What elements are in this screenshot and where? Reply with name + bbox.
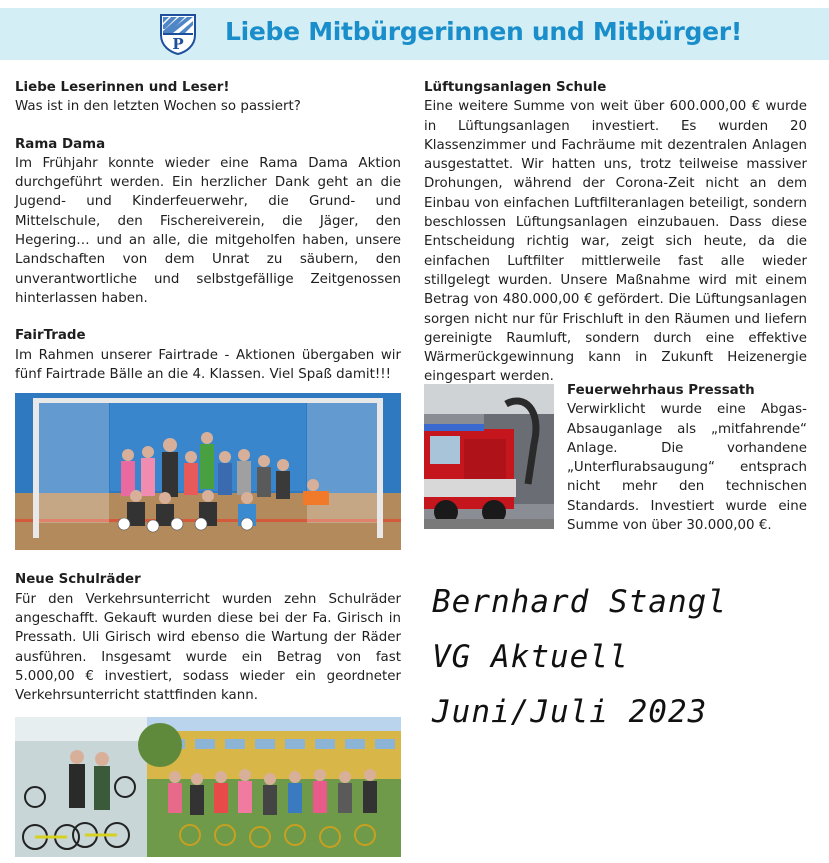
feuerwehr-text-block <box>567 381 807 535</box>
lueftung-text: Eine weitere Summe von weit über 600.000,00 € wurde in Lüftungsanlagen investiert. Es wurden 20 Klassenzimmer und Fachräume mit dezentralen Anlagen ausgestattet. Wir hatten uns, trotz teilweise massiver Drohungen, während der Corona-Zeit nicht an dem Einbau von einfachen Luftfilteranlagen beteiligt, sondern beschlossen Lüftungsanlagen einzubauen. Dass diese Entscheidung richtig war, zeigt sich heute, da die einfachen Luftfilter mittlerweile fast alle wieder stillgelegt wurden. Unsere Maßnahme wird mit einem Betrag von 480.000,00 € gefördert. Die Lüftungsanlagen sorgen nicht nur für Frischluft in den Räumen und liefern gereinigte Raumluft, sondern durch eine effektive Wärmerückgewinnung kann in Zukunft Heizenergie eingespart werden. <box>424 99 807 385</box>
fairtrade-heading: FairTrade <box>15 328 86 344</box>
municipal-crest-icon <box>159 13 197 55</box>
svg-text:P: P <box>172 35 184 53</box>
signature-issue: Juni/Juli 2023 <box>432 694 708 730</box>
page-header <box>0 8 829 60</box>
schulraeder-photo <box>15 717 401 857</box>
page-title: Liebe Mitbürgerinnen und Mitbürger! <box>225 17 742 46</box>
greeting-heading: Liebe Leserinnen und Leser! <box>15 80 230 95</box>
feuerwehr-photo <box>424 384 554 529</box>
fairtrade-photo <box>15 393 401 550</box>
signature-block <box>432 575 727 740</box>
rama-dama-heading: Rama Dama <box>15 136 106 152</box>
lueftung-heading: Lüftungsanlagen Schule <box>424 80 607 95</box>
signature-name: Bernhard Stangl <box>432 584 727 620</box>
schulraeder-text: Für den Verkehrsunterricht wurden zehn Schulräder angeschafft. Gekauft wurden diese bei der Fa. Girisch in Pressath. Uli Girisch wird ebenso die Wartung der Räder ausführen. Insgesamt wurde ein Betrag von fast 5.000,00 € investiert, sodass wieder ein geordneter Verkehrsunterricht stattfinden kann. <box>15 591 401 704</box>
greeting-text: Was ist in den letzten Wochen so passiert? <box>15 99 301 115</box>
signature-publication: VG Aktuell <box>432 639 629 675</box>
schulraeder-heading: Neue Schulräder <box>15 572 141 588</box>
feuerwehr-heading: Feuerwehrhaus Pressath <box>567 383 755 398</box>
feuerwehr-text: Verwirklicht wurde eine Abgas-Absauganlage als „mitfahrende“ Anlage. Die vorhandene „Unterflurabsaugung“ entsprach nicht mehr den technischen Standards. Investiert wurde eine Summe von über 30.000,00 €. <box>567 402 807 534</box>
rama-dama-text: Im Frühjahr konnte wieder eine Rama Dama Aktion durchgeführt werden. Ein herzlicher Dank geht an die Jugend- und Kinderfeuerwehr, die Grund- und Mittelschule, den Fischereiverein, die Jäger, den Hegering… und an alle, die mitgeholfen haben, unsere Landschaften von dem Unrat zu säubern, den unverantwortliche und selbstgefällige Zeitgenossen hinterlassen haben. <box>15 155 401 306</box>
right-column <box>424 78 807 387</box>
left-column <box>15 78 401 863</box>
fairtrade-text: Im Rahmen unserer Fairtrade - Aktionen übergaben wir fünf Fairtrade Bälle an die 4. Klassen. Viel Spaß damit!!! <box>15 347 401 382</box>
